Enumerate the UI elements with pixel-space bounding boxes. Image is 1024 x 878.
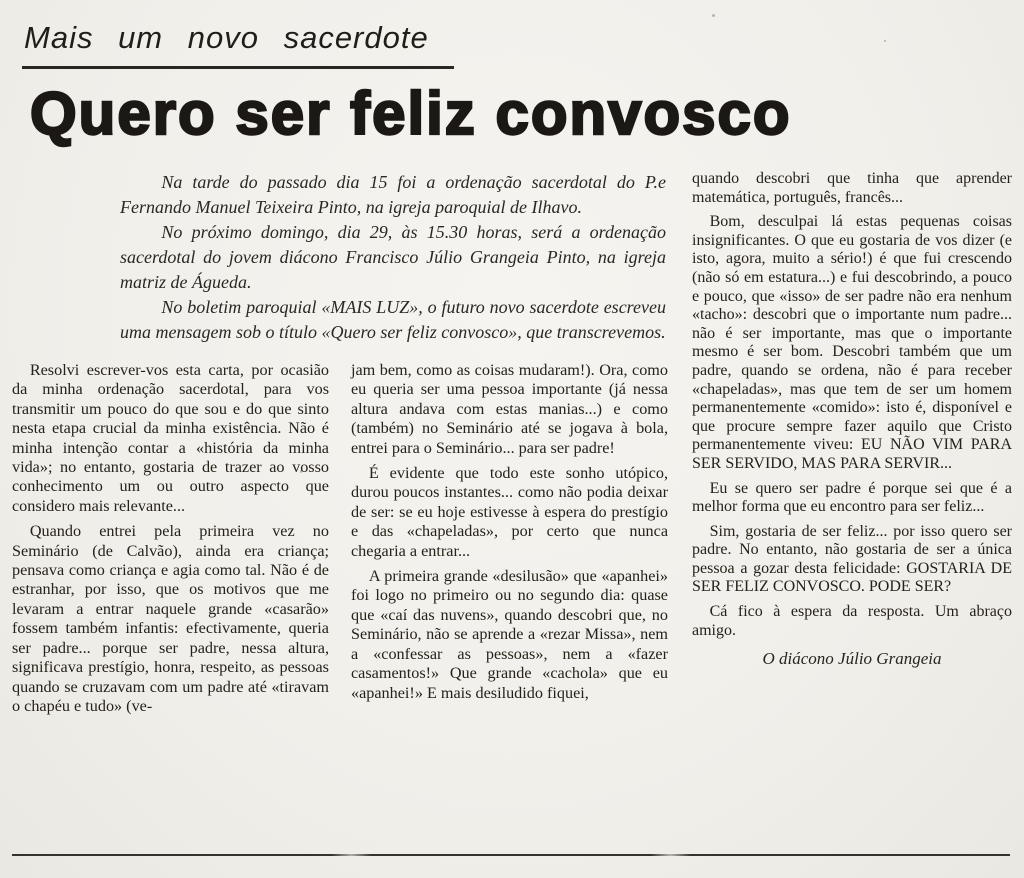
article-paragraph: Quando entrei pela primeira vez no Seminário (de Calvão), ainda era criança; pensava como criança e agia como tal. Não é de estranhar, por isso, que os motivos que me levaram a entrar naquele grande «casarão» fossem também infantis: efectivamente, queria ser padre... porque ser padre, nessa altura, significava prestígio, honra, respeito, as pessoas quando se cruzavam com um padre até «tiravam o chapéu e tudo» (ve-	[12, 522, 329, 715]
intro-paragraph: No próximo domingo, dia 29, às 15.30 horas, será a ordenação sacerdotal do jovem diácono Francisco Júlio Grangeia Pinto, na igreja matriz de Águeda.	[120, 222, 666, 292]
article-paragraph: Eu se quero ser padre é porque sei que é a melhor forma que eu encontro para ser feliz...	[692, 479, 1012, 516]
kicker: Mais um novo sacerdote	[22, 20, 454, 69]
article-paragraph: quando descobri que tinha que aprender matemática, português, francês...	[692, 170, 1012, 206]
intro-block	[120, 170, 666, 345]
article-paragraph: Sim, gostaria de ser feliz... por isso quero ser padre. No entanto, não gostaria de ser a única pessoa a gozar desta felicidade: GOSTARIA DE SER FELIZ CONVOSCO. PODE SER?	[692, 522, 1012, 596]
article-body	[12, 170, 1012, 722]
bottom-divider-rule	[12, 854, 1010, 856]
scan-speck	[884, 40, 886, 42]
column-1	[12, 361, 329, 722]
column-2	[351, 361, 668, 722]
article-paragraph: Bom, desculpai lá estas pequenas coisas insignificantes. O que eu gostaria de vos dizer (e isto, agora, muito a sério!) é que fui crescendo (não só em estatura...) e fui descobrindo, a pouco e pouco, que «isso» de ser padre não era nenhum «tacho»: descobri que o importante num padre... não é ser importante, mas que o importante mesmo é ser bom. Descobri também que um padre, quando se ordena, não é para receber «chapeladas», mas que tem de ser um homem permanentemente «comido»: isto é, disponível e que procure sempre fazer aquilo que Cristo permanentemente viveu: EU NÃO VIM PARA SER SERVIDO, MAS PARA SERVIR...	[692, 213, 1012, 472]
intro-paragraph: No boletim paroquial «MAIS LUZ», o futuro novo sacerdote escreveu uma mensagem sob o título «Quero ser feliz convosco», que transcrevemos.	[120, 297, 666, 342]
two-column-text	[12, 361, 668, 722]
article-paragraph: Cá fico à espera da resposta. Um abraço amigo.	[692, 603, 1012, 639]
headline: Quero ser feliz convosco	[30, 80, 792, 147]
column-3	[692, 170, 1012, 722]
article-paragraph: Resolvi escrever-vos esta carta, por ocasião da minha ordenação sacerdotal, para vos transmitir um pouco do que sou e do que sinto nesta etapa crucial da minha existência. Não é minha intenção contar a «história da minha vida»; no entanto, gostaria de trazer ao vosso conhecimento um ou outro aspecto que considero mais relevante...	[12, 361, 329, 515]
left-columns-region	[12, 170, 668, 722]
article-paragraph: É evidente que todo este sonho utópico, durou poucos instantes... como não podia deixar de ser: se eu hoje estivesse à espera do prestígio e das «chapeladas», por certo que nunca chegaria a entrar...	[351, 464, 668, 560]
author-signature: O diácono Júlio Grangeia	[762, 649, 942, 669]
intro-paragraph: Na tarde do passado dia 15 foi a ordenação sacerdotal do P.e Fernando Manuel Teixeira Pinto, na igreja paroquial de Ilhavo.	[120, 172, 666, 217]
scan-speck	[712, 14, 715, 17]
article-paragraph: A primeira grande «desilusão» que «apanhei» foi logo no primeiro ou no segundo dia: quase que «caí das nuvens», quando descobri que, no Seminário, não se aprende a «rezar Missa», nem a «confessar as pessoas», nem a «fazer casamentos!» Que grande «cachola» que eu «apanhei!» E mais desiludido fiquei,	[351, 567, 668, 702]
article-paragraph: jam bem, como as coisas mudaram!). Ora, como eu queria ser uma pessoa importante (já nessa altura andava com estas manias...) e como (também) no Seminário até se jogava à bola, entrei para o Seminário... para ser padre!	[351, 361, 668, 457]
scan-speck	[300, 470, 302, 473]
